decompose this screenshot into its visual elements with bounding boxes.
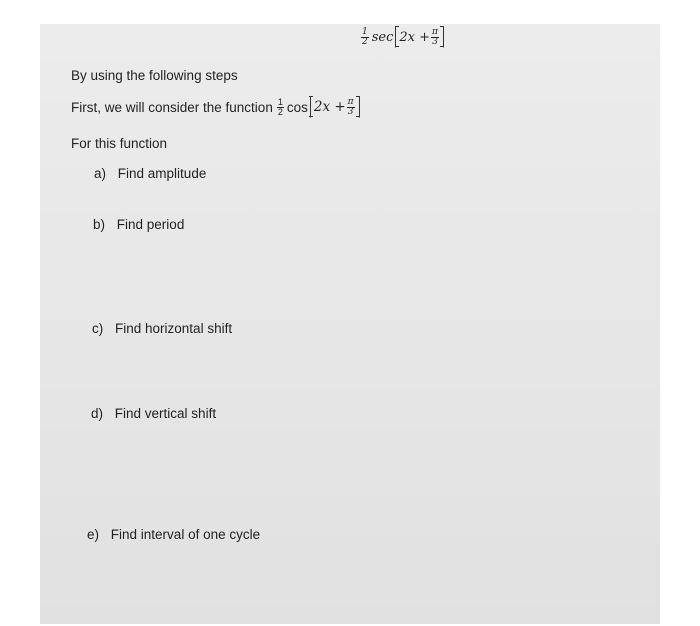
question-a — [94, 166, 206, 181]
question-marker: c) — [92, 321, 104, 336]
phase-fraction — [431, 28, 439, 47]
fraction-denominator: 2 — [362, 36, 368, 47]
first-step-line — [71, 96, 360, 118]
fraction-denominator: 3 — [347, 106, 354, 117]
argument-text: 2x + — [399, 29, 431, 45]
question-text: Find horizontal shift — [115, 321, 233, 336]
coefficient-fraction — [277, 98, 284, 117]
question-text: Find interval of one cycle — [110, 527, 261, 542]
question-marker: d) — [91, 406, 104, 421]
coefficient-fraction — [361, 28, 369, 47]
question-b — [93, 217, 184, 232]
fraction-denominator: 3 — [432, 36, 438, 47]
bracketed-argument — [310, 96, 360, 118]
question-marker: b) — [93, 217, 106, 232]
secant-function-name: sec — [371, 29, 394, 45]
cosine-expression — [276, 96, 360, 118]
fraction-numerator: 1 — [277, 96, 283, 107]
fraction-numerator: π — [432, 26, 438, 37]
phase-fraction — [347, 98, 355, 117]
question-text: Find amplitude — [117, 166, 207, 181]
cosine-function-name: cos — [286, 99, 308, 115]
worksheet-page — [40, 24, 660, 624]
fraction-numerator: 1 — [362, 26, 368, 37]
intro-text: By using the following steps — [71, 68, 238, 83]
question-e — [87, 527, 260, 542]
question-text: Find vertical shift — [114, 406, 217, 421]
secant-expression — [360, 26, 444, 48]
argument-text: 2x + — [313, 99, 346, 115]
question-marker: a) — [94, 166, 107, 181]
question-marker: e) — [87, 527, 100, 542]
first-step-text: First, we will consider the function — [71, 99, 273, 115]
question-text: Find period — [116, 217, 185, 232]
fraction-denominator: 2 — [277, 106, 283, 117]
for-function-text: For this function — [71, 136, 168, 151]
bracketed-argument — [395, 26, 444, 48]
question-d — [91, 406, 216, 421]
fraction-numerator: π — [347, 96, 354, 107]
question-c — [92, 321, 232, 336]
